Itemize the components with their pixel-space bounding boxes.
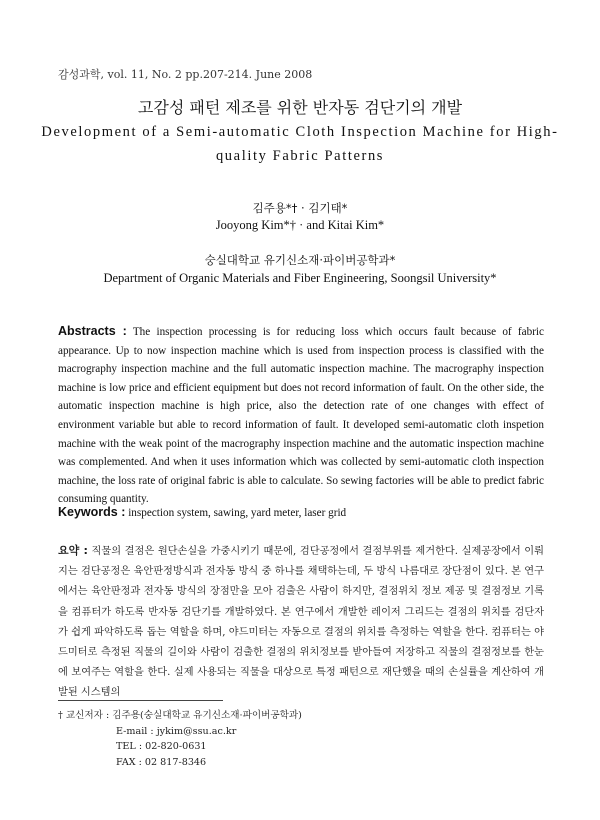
- footnote-corresponding-author: † 교신저자 : 김주용(숭실대학교 유기신소재·파이버공학과): [58, 710, 302, 721]
- journal-citation: 감성과학, vol. 11, No. 2 pp.207-214. June 2008: [58, 68, 313, 81]
- affiliation-korean: 숭실대학교 유기신소재·파이버공학과*: [204, 253, 396, 267]
- summary-label: 요약 :: [58, 544, 88, 557]
- affiliation-english: Department of Organic Materials and Fiber Engineering, Soongsil University*: [103, 271, 497, 285]
- abstract-label: Abstracts :: [58, 324, 127, 338]
- title-korean: 고감성 패턴 제조를 위한 반자동 검단기의 개발: [137, 98, 463, 117]
- keywords-text: inspection system, sawing, yard meter, laser grid: [128, 507, 347, 519]
- footnote-fax: FAX : 02 817-8346: [116, 756, 207, 768]
- keywords-label: Keywords :: [58, 505, 126, 519]
- footnote-divider: [58, 700, 223, 701]
- footnote-email: E-mail : jykim@ssu.ac.kr: [116, 725, 237, 737]
- footnote: [58, 708, 302, 770]
- authors-english: Jooyong Kim*† · and Kitai Kim*: [215, 218, 385, 232]
- abstract-text: The inspection processing is for reducing loss which occurs fault because of fabric appearance. Up to now inspection machine which is used from inspection process is classified with the macrography inspection machine and the full automatic inspection machine. The macrography inspection machine is low price and efficient equipment but does not record information of fault. On the other side, the automatic inspection machine is high price, also the detection rate of one changes with effect of environment variable but able to record information of fault. It developed semi-automatic cloth inspetion machine with the weak point of the macrography inspection machine and the automatic inspection machine was complemented. And when it uses information which was collected by semi-automatic cloth inspection machine, the loss rate of original fabric is able to calculate. So sewing factories will be able to predict fabric consuming quantity.: [58, 326, 544, 506]
- keywords-section: [58, 505, 544, 519]
- summary-text: 직물의 결점은 원단손실을 가중시키기 때문에, 검단공정에서 결점부위를 제거한다. 실제공장에서 이뤄지는 검단공정은 육안판정방식과 전자동 방식 중 하나를 채택하는데, 두 방식 나름대로 장단점이 있다. 본 연구에서는 육안판정과 전자동 방식의 장점만을 모아 검출은 사람이 하지만, 결점위치 정보 제공 및 결점정보 기록을 컴퓨터가 하도록 반자동 검단기를 개발하였다. 본 연구에서 개발한 레이저 그리드는 결점의 위치를 검단자가 쉽게 파악하도록 돕는 역할을 하며, 야드미터는 자동으로 결점의 위치를 측정하는 역할을 한다. 컴퓨터는 야드미터로 측정된 직물의 길이와 사람이 검출한 결점의 위치정보를 받아들여 저장하고 직물의 결점정보를 한눈에 보여주는 역할을 한다. 실제 사용되는 직물을 대상으로 특정 패턴으로 재단했을 때의 손실률을 계산하여 개발된 시스템의: [58, 546, 544, 699]
- authors-korean: 김주용*† · 김기태*: [252, 201, 348, 215]
- summary-section: [58, 541, 544, 704]
- footnote-tel: TEL : 02-820-0631: [116, 741, 207, 753]
- title-english: Development of a Semi-automatic Cloth Inspection Machine for High-quality Fabric Patterns: [41, 124, 559, 164]
- abstract-section: [58, 322, 544, 509]
